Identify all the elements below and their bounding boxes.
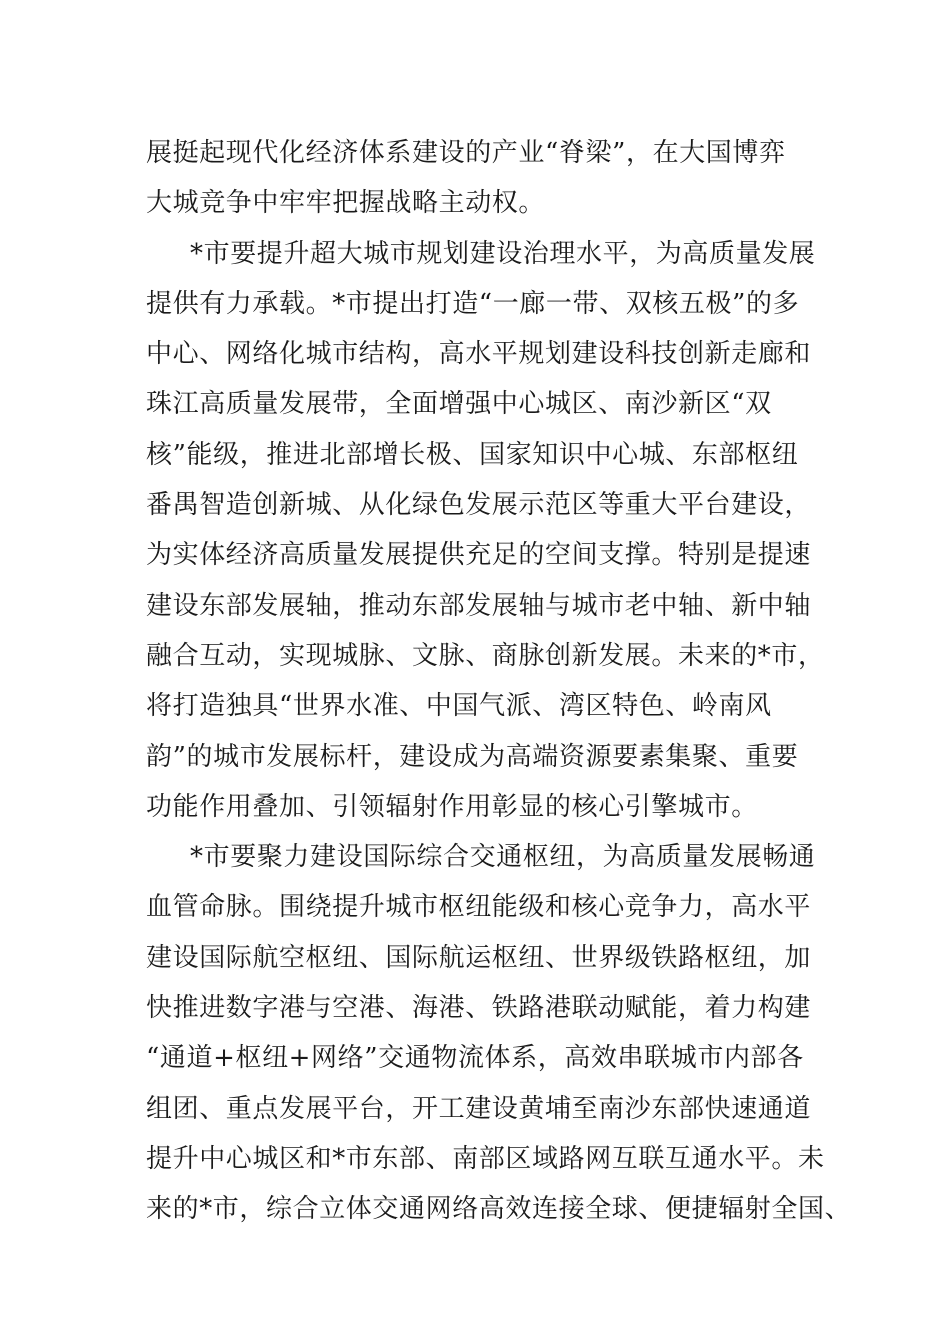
text-line: 大城竞争中牢牢把握战略主动权。 xyxy=(146,188,546,219)
text-line: 珠江高质量发展带，全面增强中心城区、南沙新区“双 xyxy=(146,389,772,420)
text-line: 中心、网络化城市结构，高水平规划建设科技创新走廊和 xyxy=(146,339,812,370)
text-line: 提升中心城区和*市东部、南部区域路网互联互通水平。未 xyxy=(146,1143,825,1174)
body-text xyxy=(146,128,852,1235)
text-line: 组团、重点发展平台，开工建设黄埔至南沙东部快速通道 xyxy=(146,1093,812,1124)
text-line: 来的*市，综合立体交通网络高效连接全球、便捷辐射全国、 xyxy=(146,1194,852,1225)
text-line: 血管命脉。围绕提升城市枢纽能级和核心竞争力，高水平 xyxy=(146,892,812,923)
paragraph-start-line: *市要聚力建设国际综合交通枢纽，为高质量发展畅通 xyxy=(190,842,816,873)
text-line: 提供有力承载。*市提出打造“一廊一带、双核五极”的多 xyxy=(146,288,800,319)
text-line: 快推进数字港与空港、海港、铁路港联动赋能，着力构建 xyxy=(146,993,812,1024)
paragraph-start-line: *市要提升超大城市规划建设治理水平，为高质量发展 xyxy=(190,238,816,269)
text-line: “通道+枢纽+网络”交通物流体系，高效串联城市内部各 xyxy=(146,1043,804,1074)
text-line: 融合互动，实现城脉、文脉、商脉创新发展。未来的*市， xyxy=(146,640,825,671)
text-line: 番禺智造创新城、从化绿色发展示范区等重大平台建设， xyxy=(146,490,812,521)
text-line: 展挺起现代化经济体系建设的产业“脊梁”，在大国博弈 xyxy=(146,138,786,168)
text-line: 核”能级，推进北部增长极、国家知识中心城、东部枢纽 xyxy=(146,439,799,470)
text-line: 韵”的城市发展标杆，建设成为高端资源要素集聚、重要 xyxy=(146,741,799,772)
text-line: 建设国际航空枢纽、国际航运枢纽、世界级铁路枢纽，加 xyxy=(146,942,812,973)
text-line: 建设东部发展轴，推动东部发展轴与城市老中轴、新中轴 xyxy=(146,590,812,621)
text-line: 将打造独具“世界水准、中国气派、湾区特色、岭南风 xyxy=(146,691,772,722)
text-line: 功能作用叠加、引领辐射作用彰显的核心引擎城市。 xyxy=(146,791,758,822)
text-line: 为实体经济高质量发展提供充足的空间支撑。特别是提速 xyxy=(146,540,812,571)
